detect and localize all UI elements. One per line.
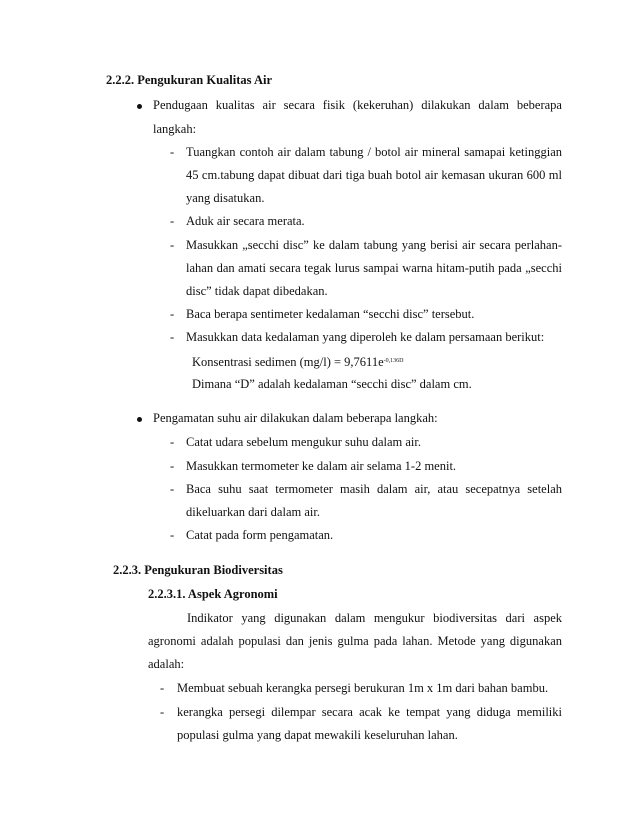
step-2: Aduk air secara merata. [186, 214, 305, 228]
step-3-line-2: lahan dan amati secara tegak lurus sampai warna hitam-putih pada „secchi [186, 261, 562, 275]
bullet-1-line-2: langkah: [153, 122, 197, 136]
dash-icon: - [170, 307, 175, 321]
dash-icon: - [170, 435, 175, 449]
dash-icon: - [170, 482, 175, 496]
dash-icon: - [170, 214, 175, 228]
temp-step-4: Catat pada form pengamatan. [186, 528, 334, 542]
subsection-heading: 2.2.3.1. Aspek Agronomi [148, 587, 278, 601]
section-heading-2-2-3: 2.2.3. Pengukuran Biodiversitas [113, 563, 283, 577]
dash-icon: - [170, 459, 175, 473]
temp-step-3-line-2: dikeluarkan dari dalam air. [186, 505, 320, 519]
dash-icon: - [170, 528, 175, 542]
step-3-line-3: disc” tidak dapat dibedakan. [186, 284, 328, 298]
dash-icon: - [170, 145, 175, 159]
equation [192, 353, 403, 370]
method-step-2-line-2: populasi gulma yang dapat mewakili keseluruhan lahan. [177, 728, 458, 742]
step-1-line-1: Tuangkan contoh air dalam tabung / botol air mineral samapai ketinggian [186, 145, 562, 159]
bullet-2-line-1: Pengamatan suhu air dilakukan dalam beberapa langkah: [153, 411, 438, 425]
bullet-icon [137, 417, 142, 422]
equation-note: Dimana “D” adalah kedalaman “secchi disc” dalam cm. [192, 377, 472, 391]
paragraph-line-2: agronomi adalah populasi dan jenis gulma pada lahan. Metode yang digunakan [148, 634, 562, 648]
paragraph-line-3: adalah: [148, 657, 185, 671]
method-step-1: Membuat sebuah kerangka persegi berukuran 1m x 1m dari bahan bambu. [177, 681, 549, 695]
step-1-line-3: yang disatukan. [186, 191, 265, 205]
equation-exponent: -0,136D [383, 358, 404, 364]
paragraph-line-1: Indikator yang digunakan dalam mengukur biodiversitas dari aspek [187, 611, 562, 625]
method-step-2-line-1: kerangka persegi dilempar secara acak ke tempat yang diduga memiliki [177, 705, 562, 719]
temp-step-1: Catat udara sebelum mengukur suhu dalam air. [186, 435, 422, 449]
step-5: Masukkan data kedalaman yang diperoleh ke dalam persamaan berikut: [186, 330, 545, 344]
temp-step-3-line-1: Baca suhu saat termometer masih dalam air, atau secepatnya setelah [186, 482, 562, 496]
dash-icon: - [160, 705, 165, 719]
equation-text: Konsentrasi sedimen (mg/l) = 9,7611e [192, 355, 384, 369]
temp-step-2: Masukkan termometer ke dalam air selama 1-2 menit. [186, 459, 457, 473]
dash-icon: - [160, 681, 165, 695]
bullet-1-line-1: Pendugaan kualitas air secara fisik (kekeruhan) dilakukan dalam beberapa [153, 98, 562, 112]
section-heading-2-2-2: 2.2.2. Pengukuran Kualitas Air [106, 73, 272, 87]
dash-icon: - [170, 330, 175, 344]
dash-icon: - [170, 238, 175, 252]
step-1-line-2: 45 cm.tabung dapat dibuat dari tiga buah botol air kemasan ukuran 600 ml [186, 168, 562, 182]
step-3-line-1: Masukkan „secchi disc” ke dalam tabung yang berisi air secara perlahan- [186, 238, 562, 252]
step-4: Baca berapa sentimeter kedalaman “secchi disc” tersebut. [186, 307, 475, 321]
bullet-icon [137, 104, 142, 109]
